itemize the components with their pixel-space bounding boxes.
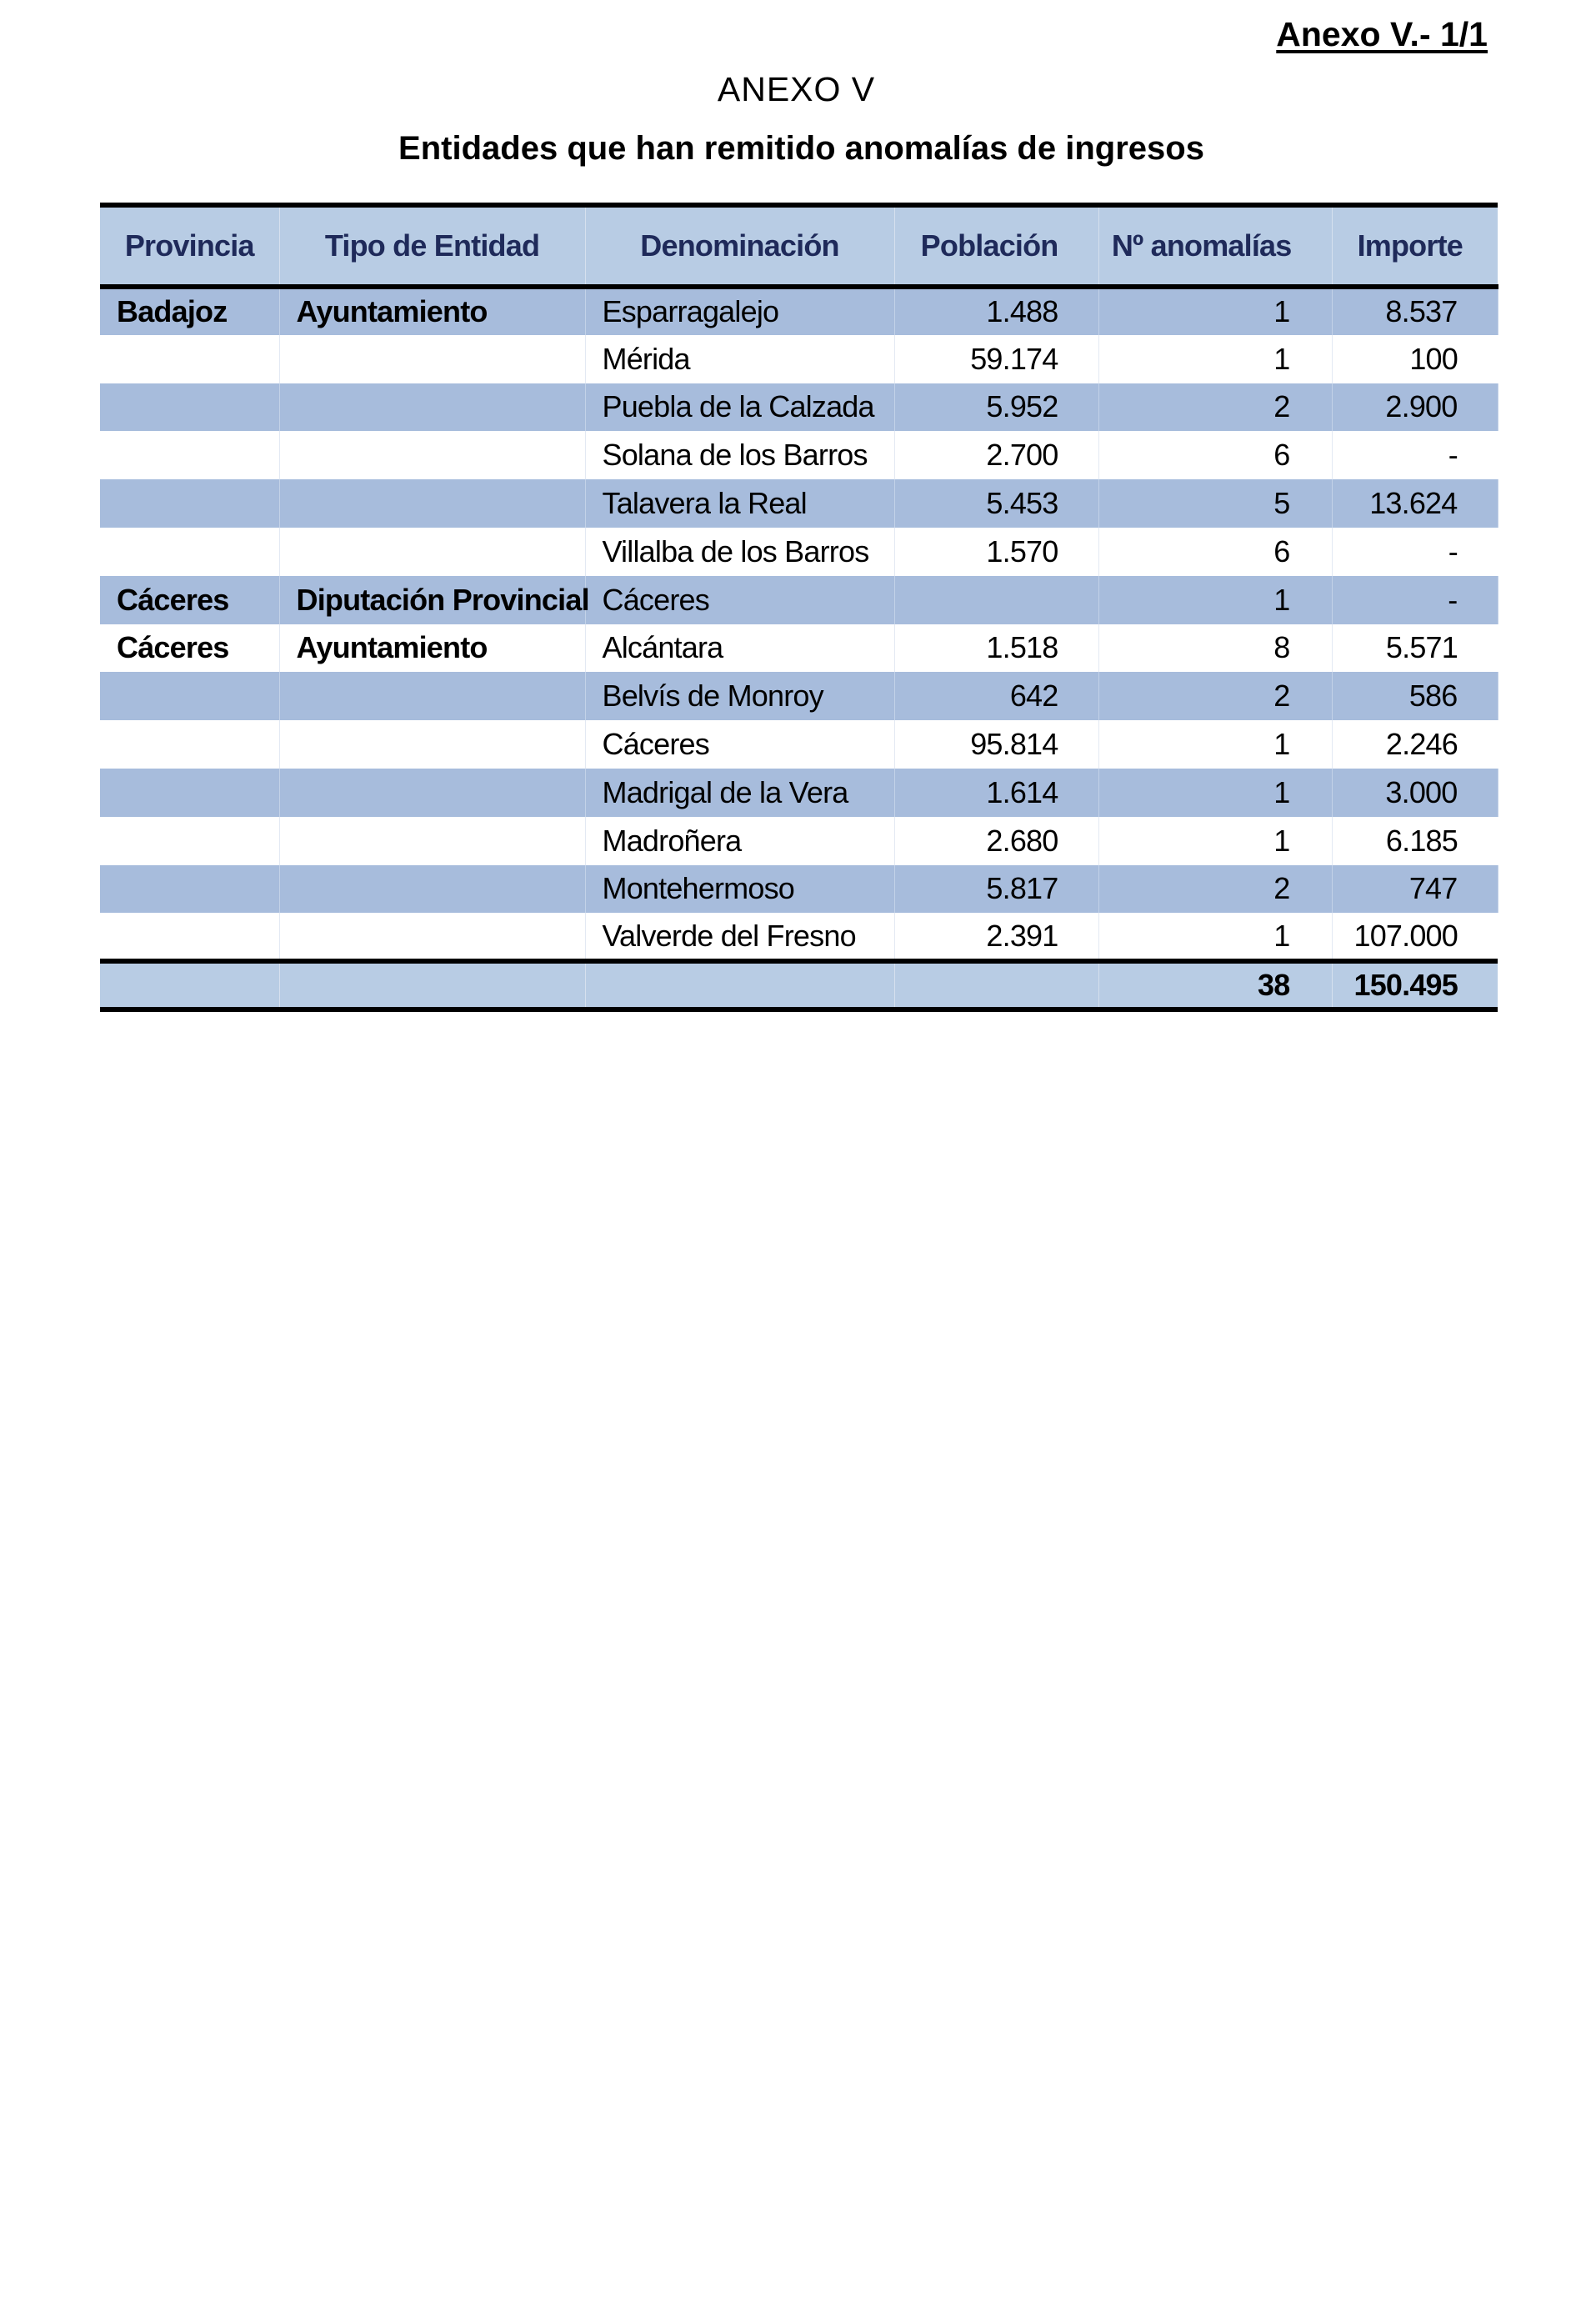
cell-num-anomalias: 1 <box>1098 769 1332 817</box>
cell-provincia: Cáceres <box>100 624 279 673</box>
cell-provincia: Badajoz <box>100 287 279 335</box>
cell-provincia <box>100 383 279 432</box>
cell-denominacion: Cáceres <box>585 720 894 769</box>
cell-poblacion: 2.700 <box>894 431 1098 479</box>
cell-provincia <box>100 769 279 817</box>
anomalies-table <box>100 203 1498 1012</box>
table-row <box>100 335 1498 383</box>
cell-provincia <box>100 913 279 961</box>
totals-empty-cell <box>100 961 279 1009</box>
cell-num-anomalias: 2 <box>1098 865 1332 914</box>
cell-poblacion: 95.814 <box>894 720 1098 769</box>
table-body <box>100 287 1498 961</box>
header-poblacion: Población <box>894 205 1098 287</box>
table-row <box>100 383 1498 432</box>
table-row <box>100 720 1498 769</box>
page-reference: Anexo V.- 1/1 <box>1276 15 1488 53</box>
table-row <box>100 913 1498 961</box>
table-row <box>100 576 1498 624</box>
cell-denominacion: Belvís de Monroy <box>585 672 894 720</box>
cell-poblacion: 2.391 <box>894 913 1098 961</box>
cell-tipo-entidad <box>279 528 585 576</box>
cell-poblacion: 59.174 <box>894 335 1098 383</box>
cell-importe: 586 <box>1332 672 1498 720</box>
cell-importe: - <box>1448 438 1458 473</box>
table-row <box>100 624 1498 673</box>
table-header-row <box>100 205 1498 287</box>
table-row <box>100 479 1498 528</box>
cell-importe: 13.624 <box>1332 479 1498 528</box>
cell-poblacion: 5.453 <box>894 479 1098 528</box>
cell-provincia <box>100 720 279 769</box>
cell-tipo-entidad <box>279 817 585 865</box>
header-importe: Importe <box>1332 205 1498 287</box>
cell-num-anomalias: 1 <box>1098 817 1332 865</box>
table-row <box>100 287 1498 335</box>
cell-denominacion: Alcántara <box>585 624 894 673</box>
cell-importe: 107.000 <box>1353 918 1458 953</box>
cell-denominacion: Villalba de los Barros <box>585 528 894 576</box>
cell-tipo-entidad <box>279 479 585 528</box>
cell-poblacion: 642 <box>894 672 1098 720</box>
cell-poblacion: 2.680 <box>894 817 1098 865</box>
cell-num-anomalias: 8 <box>1098 624 1332 673</box>
cell-tipo-entidad: Ayuntamiento <box>279 624 585 673</box>
cell-num-anomalias: 2 <box>1098 672 1332 720</box>
cell-provincia <box>100 335 279 383</box>
cell-importe: 100 <box>1409 341 1458 376</box>
cell-importe: 6.185 <box>1385 823 1458 858</box>
cell-denominacion: Puebla de la Calzada <box>585 383 894 432</box>
cell-poblacion: 1.488 <box>894 287 1098 335</box>
cell-importe: 2.246 <box>1385 727 1458 762</box>
cell-poblacion: 1.570 <box>894 528 1098 576</box>
cell-denominacion: Esparragalejo <box>585 287 894 335</box>
cell-num-anomalias: 1 <box>1098 720 1332 769</box>
cell-importe: 2.900 <box>1332 383 1498 432</box>
cell-denominacion: Solana de los Barros <box>585 431 894 479</box>
cell-importe: 3.000 <box>1332 769 1498 817</box>
cell-num-anomalias: 6 <box>1098 528 1332 576</box>
cell-poblacion: 5.952 <box>894 383 1098 432</box>
cell-provincia <box>100 479 279 528</box>
cell-provincia <box>100 672 279 720</box>
totals-empty-cell <box>279 961 585 1009</box>
table-row <box>100 865 1498 914</box>
header-tipo-entidad: Tipo de Entidad <box>279 205 585 287</box>
cell-tipo-entidad <box>279 769 585 817</box>
cell-tipo-entidad <box>279 720 585 769</box>
totals-empty-cell <box>585 961 894 1009</box>
cell-tipo-entidad <box>279 431 585 479</box>
totals-empty-cell <box>894 961 1098 1009</box>
cell-num-anomalias: 2 <box>1098 383 1332 432</box>
header-provincia: Provincia <box>100 205 279 287</box>
cell-denominacion: Mérida <box>585 335 894 383</box>
cell-importe: 5.571 <box>1385 630 1458 665</box>
cell-denominacion: Madrigal de la Vera <box>585 769 894 817</box>
cell-provincia <box>100 817 279 865</box>
cell-provincia: Cáceres <box>100 576 279 624</box>
cell-num-anomalias: 1 <box>1098 913 1332 961</box>
cell-num-anomalias: 1 <box>1098 335 1332 383</box>
cell-num-anomalias: 1 <box>1098 576 1332 624</box>
cell-denominacion: Valverde del Fresno <box>585 913 894 961</box>
cell-importe: 747 <box>1332 865 1498 914</box>
cell-tipo-entidad <box>279 672 585 720</box>
cell-tipo-entidad: Ayuntamiento <box>279 287 585 335</box>
document-title: Entidades que han remitido anomalías de ingresos <box>398 130 1204 167</box>
table-row <box>100 769 1498 817</box>
cell-num-anomalias: 1 <box>1098 287 1332 335</box>
cell-provincia <box>100 528 279 576</box>
cell-provincia <box>100 865 279 914</box>
cell-denominacion: Talavera la Real <box>585 479 894 528</box>
cell-importe: 8.537 <box>1332 287 1498 335</box>
cell-denominacion: Montehermoso <box>585 865 894 914</box>
table-row <box>100 528 1498 576</box>
cell-tipo-entidad <box>279 383 585 432</box>
cell-importe: - <box>1448 533 1458 568</box>
cell-poblacion: 5.817 <box>894 865 1098 914</box>
cell-num-anomalias: 6 <box>1098 431 1332 479</box>
header-denominacion: Denominación <box>585 205 894 287</box>
cell-tipo-entidad <box>279 335 585 383</box>
cell-importe: - <box>1332 576 1498 624</box>
cell-poblacion: 1.518 <box>894 624 1098 673</box>
cell-provincia <box>100 431 279 479</box>
cell-denominacion: Madroñera <box>585 817 894 865</box>
table-row <box>100 672 1498 720</box>
table-row <box>100 817 1498 865</box>
cell-tipo-entidad <box>279 865 585 914</box>
cell-tipo-entidad: Diputación Provincial <box>279 576 585 624</box>
cell-poblacion: 1.614 <box>894 769 1098 817</box>
header-num-anomalias: Nº anomalías <box>1098 205 1332 287</box>
cell-denominacion: Cáceres <box>585 576 894 624</box>
totals-row <box>100 961 1498 1009</box>
cell-num-anomalias: 5 <box>1098 479 1332 528</box>
total-num-anomalias: 38 <box>1098 961 1332 1009</box>
table-row <box>100 431 1498 479</box>
cell-poblacion <box>894 576 1098 624</box>
cell-tipo-entidad <box>279 913 585 961</box>
total-importe: 150.495 <box>1332 961 1498 1009</box>
annex-title: ANEXO V <box>717 70 876 108</box>
